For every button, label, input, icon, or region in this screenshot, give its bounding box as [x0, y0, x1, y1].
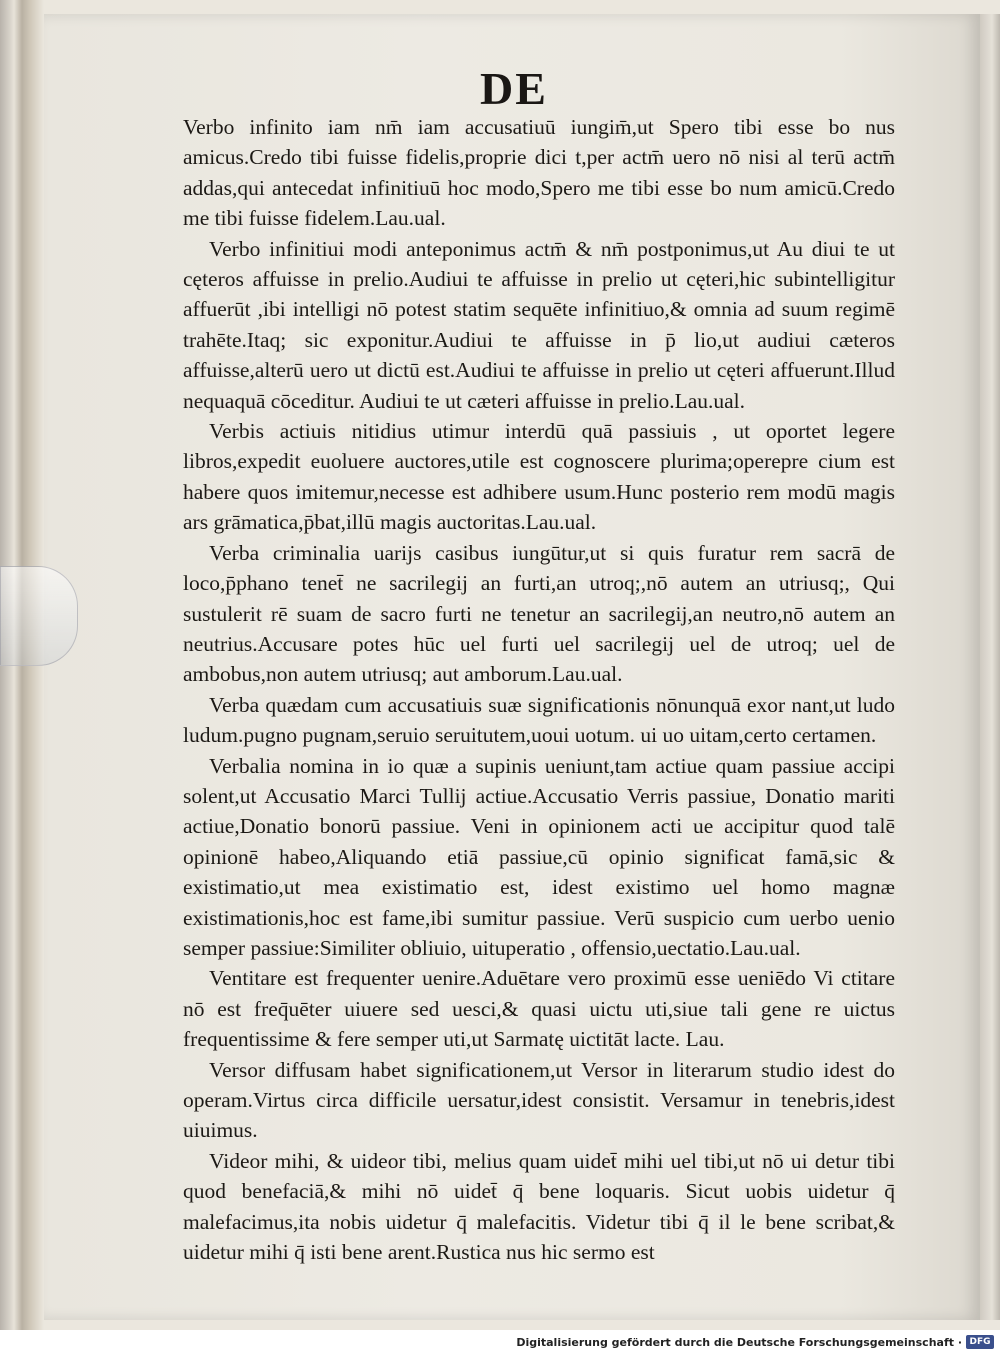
paragraph-1: Verbo infinito iam nm̄ iam accusatiuū iungim̄,ut Spero tibi esse bo nus amicus.Credo tibi fuisse fidelis,proprie dici t,per actm̄ uero nō nisi al terū actm̄ addas,qui antecedat infinitiuū hoc modo,Spero me tibi esse bo num amicū.Credo me tibi fuisse fidelem.Lau.ual. — [183, 115, 895, 231]
paragraph-3: Verbis actiuis nitidius utimur interdū quā passiuis , ut oportet legere libros,expedit euoluere auctores,utile est cognoscere plurima;operepre cium est habere quos imitemur,necesse est adhibere usum.Hunc posterio rem modū magis ars grāmatica,p̄bat,illū magis auctoritas.Lau.ual. — [183, 419, 895, 535]
footer-bar — [0, 1330, 1000, 1355]
page-edge-right — [980, 14, 1000, 1320]
paragraph-8: Versor diffusam habet significationem,ut Versor in literarum studio idest do operam.Virtus circa difficile uersatur,idest consistit. Versamur in tenebris,idest uiuimus. — [183, 1057, 895, 1143]
page-text-block — [183, 112, 895, 1267]
page-clip — [0, 566, 78, 666]
footer-credit: Digitalisierung gefördert durch die Deutsche Forschungsgemeinschaft · — [516, 1336, 962, 1349]
page-heading: DE — [480, 63, 548, 114]
dfg-logo-icon: DFG — [966, 1335, 994, 1349]
paragraph-7: Ventitare est frequenter uenire.Aduētare vero proximū esse ueniēdo Vi ctitare nō est freq̄uēter uiuere sed uesci,& quasi uictu uti,siue tali gene re uictus frequentissime & fere semper uti,ut Sarmatę uictitāt lacte. Lau. — [183, 966, 895, 1052]
paragraph-6: Verbalia nomina in io quæ a supinis ueniunt,tam actiue quam passiue accipi solent,ut Accusatio Marci Tullij actiue.Accusatio Verris passiue, Donatio mariti actiue,Donatio bonorū passiue. Veni in opinionem acti ue accipitur quod talē opinionē habeo,Aliquando etiā passiue,cū opinio significat famā,sic & existimatio,ut mea existimatio est, idest existimo uel homo magnæ existimationis,hoc est fame,ibi sumitur passiue. Verū suspicio cum uerbo uenio semper passiue:Similiter obliuio, uituperatio , offensio,uectatio.Lau.ual. — [183, 753, 895, 960]
paragraph-4: Verba criminalia uarijs casibus iungūtur,ut si quis furatur rem sacrā de loco,p̄phano tenet̄ ne sacrilegij an furti,an utroq;,nō autem an utriusq;, Qui sustulerit rē suam de sacro furti ne tenetur an sacrilegij,an neutro,nō autem an neutrius.Accusare potes hūc uel furti uel sacrilegij uel de utroq; uel de ambobus,non autem utriusq; aut amborum.Lau.ual. — [183, 540, 895, 687]
paragraph-5: Verba quædam cum accusatiuis suæ significationis nōnunquā exor nant,ut ludo ludum.pugno pugnam,seruio seruitutem,uoui uotum. ui uo uitam,certo certamen. — [183, 692, 895, 748]
paragraph-9: Videor mihi, & uideor tibi, melius quam uidet̄ mihi uel tibi,ut nō ui detur tibi quod benefaciā,& mihi nō uidet̄ q̄ bene loquaris. Sicut uobis uidetur q̄ malefacimus,ita nobis uidetur q̄ malefacitis. Videtur tibi q̄ il le bene scribat,& uidetur mihi q̄ isti bene arent.Rustica nus hic sermo est — [183, 1148, 895, 1265]
paragraph-2: Verbo infinitiui modi anteponimus actm̄ & nm̄ postponimus,ut Au diui te ut cęteros affuisse in prelio.Audiui te affuisse in prelio ut cęteri,hic subintelligitur affuerūt ,ibi intelligi nō potest statim sequēte infinitiuo,& omnia ad suum regimē trahēte.Itaq; sic exponitur.Audiui te affuisse in p̄ lio,ut audiui cæteros affuisse,alterū uero ut dictū est.Audiui te affuisse in prelio ut cęteri affuerunt.Illud nequaquā cōceditur. Audiui te ut cæteri affuisse in prelio.Lau.ual. — [183, 236, 895, 413]
